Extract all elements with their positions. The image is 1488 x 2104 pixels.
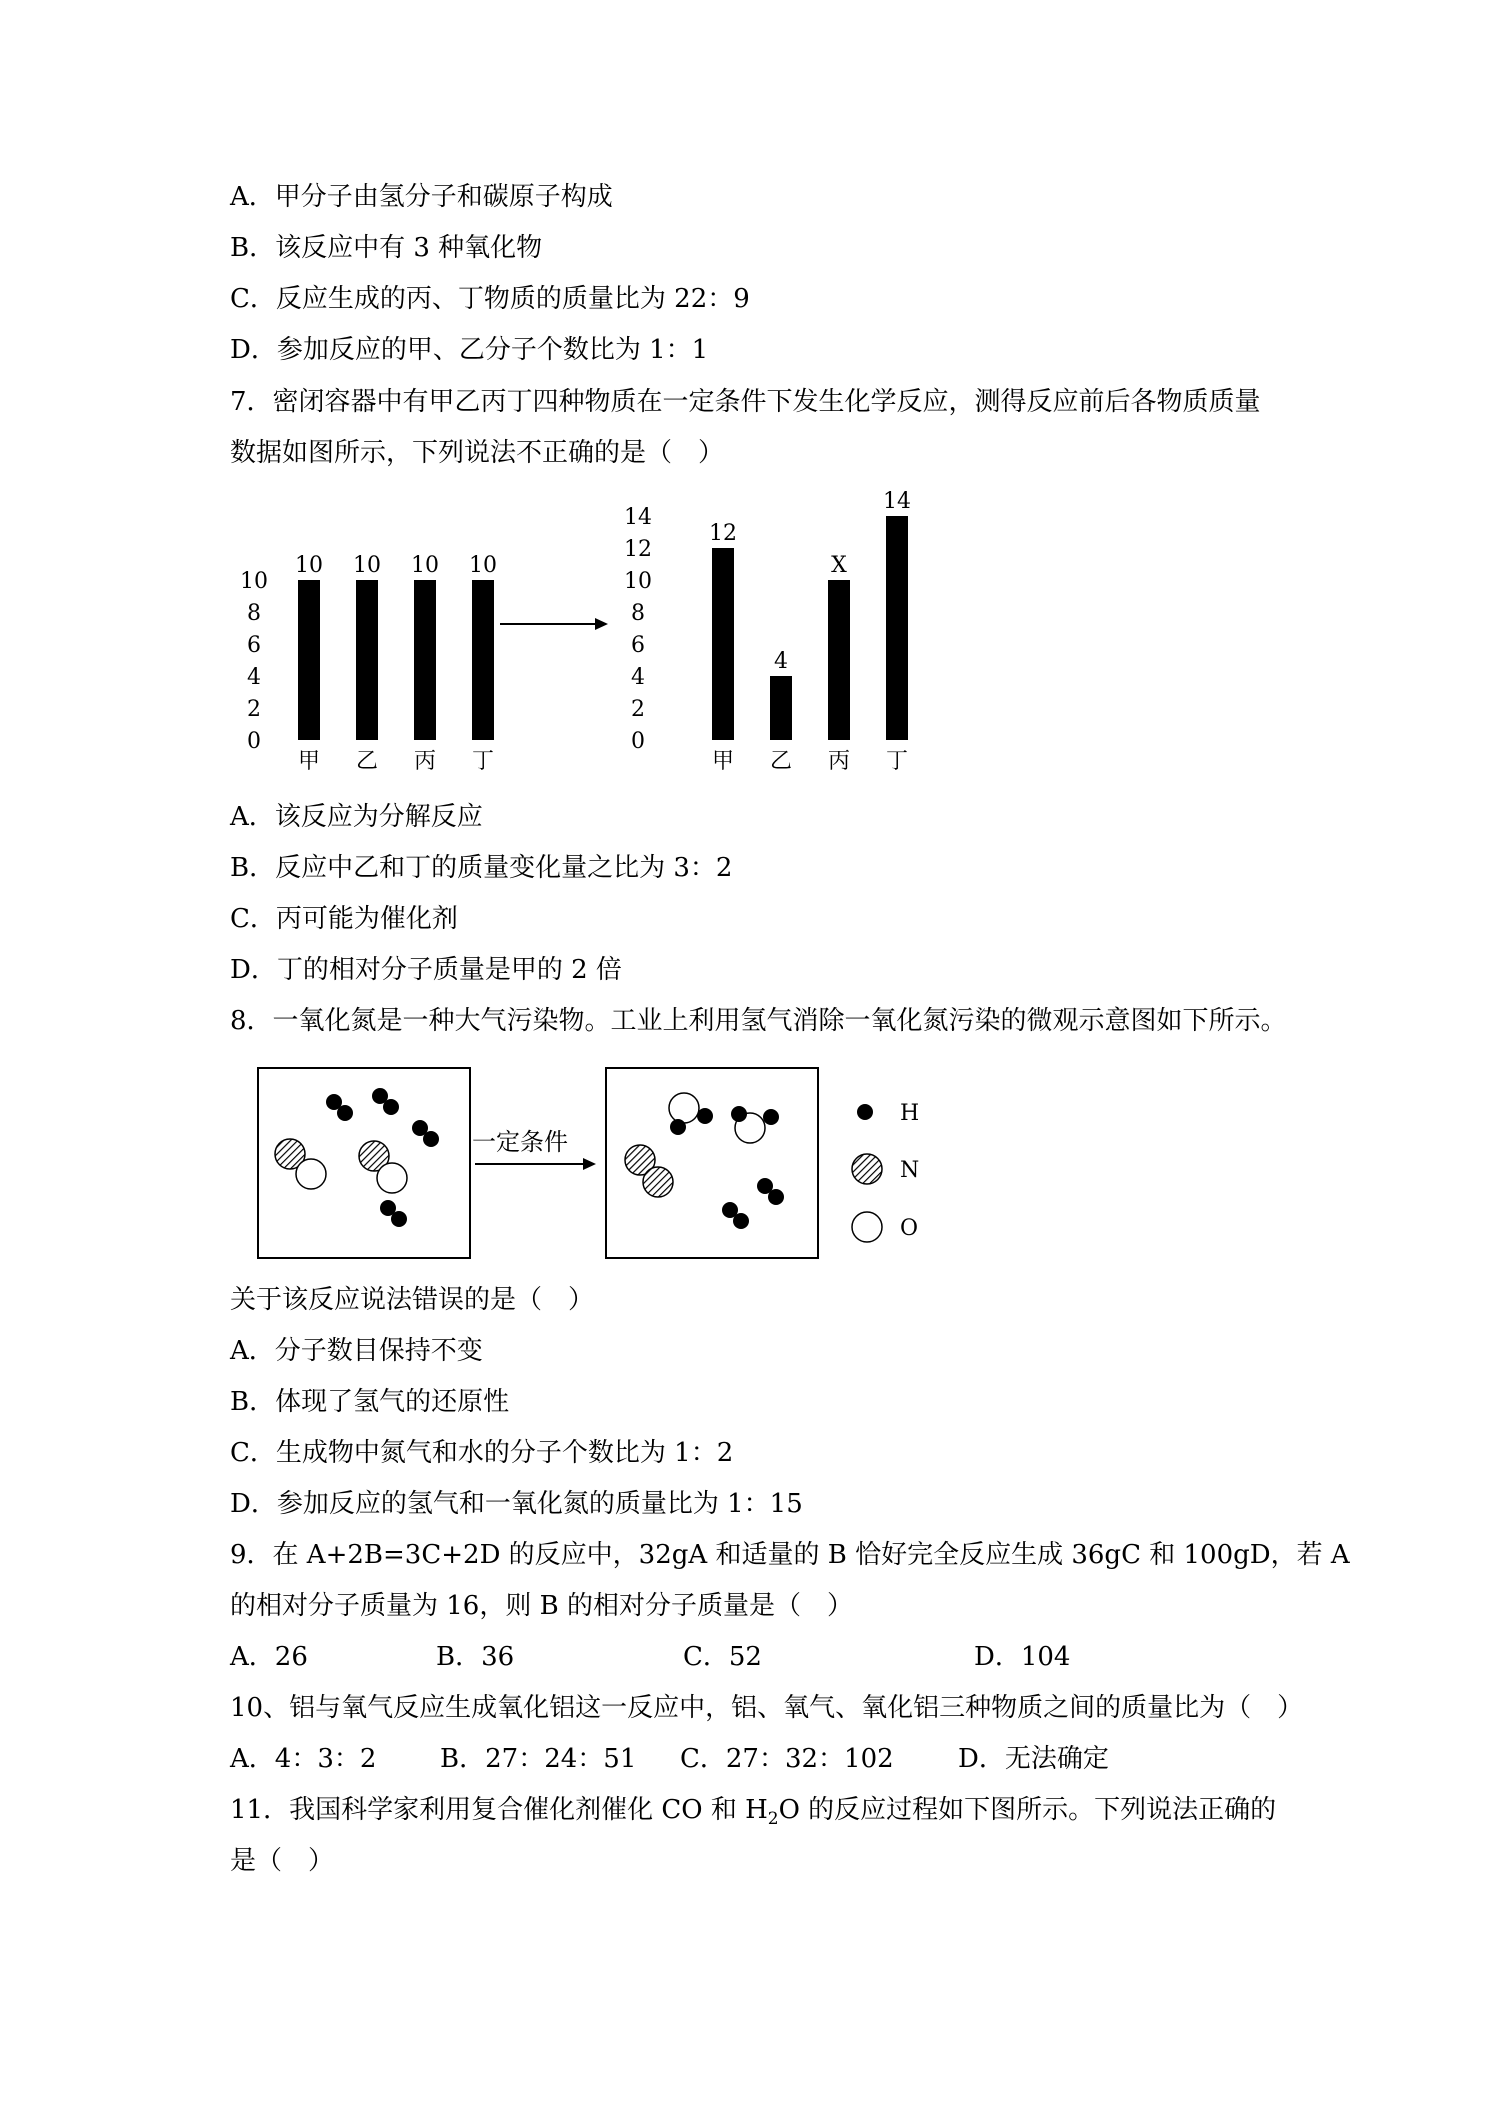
q11-stem-part1: 11．我国科学家利用复合催化剂催化 CO 和 H bbox=[230, 1795, 768, 1825]
h2-molecule bbox=[326, 1094, 353, 1121]
q8-option-b: B．体现了氢气的还原性 bbox=[230, 1387, 510, 1417]
q8-option-a: A．分子数目保持不变 bbox=[230, 1336, 483, 1366]
q10-stem: 10、铝与氧气反应生成氧化铝这一反应中，铝、氧气、氧化铝三种物质之间的质量比为（ ） bbox=[230, 1693, 1304, 1723]
after-value-label: X bbox=[831, 553, 847, 578]
legend-h-label: H bbox=[900, 1101, 920, 1126]
q6-option-b: B．该反应中有 3 种氧化物 bbox=[230, 233, 543, 263]
after-ytick-label: 12 bbox=[624, 537, 652, 562]
h2-molecule bbox=[722, 1202, 749, 1229]
q7-option-a: A．该反应为分解反应 bbox=[230, 802, 483, 832]
after-bar bbox=[886, 516, 908, 740]
before-category-label: 丁 bbox=[471, 749, 495, 774]
q8-option-d: D．参加反应的氢气和一氧化氮的质量比为 1：15 bbox=[230, 1489, 803, 1519]
after-value-label: 14 bbox=[883, 489, 911, 514]
mass-bar-charts bbox=[230, 488, 970, 778]
after-ytick-label: 10 bbox=[624, 569, 652, 594]
after-ytick-label: 4 bbox=[631, 665, 645, 690]
legend bbox=[852, 1101, 919, 1242]
h2o-molecule bbox=[669, 1093, 713, 1135]
q9-option-b: B．36 bbox=[436, 1642, 515, 1672]
after-bar bbox=[770, 676, 792, 740]
after-bar bbox=[712, 548, 734, 740]
h2-molecule bbox=[380, 1200, 407, 1227]
q7-option-d: D．丁的相对分子质量是甲的 2 倍 bbox=[230, 955, 622, 985]
q6-option-d: D．参加反应的甲、乙分子个数比为 1：1 bbox=[230, 335, 709, 365]
reaction-arrow bbox=[500, 618, 608, 630]
q9-option-a: A．26 bbox=[230, 1642, 308, 1672]
molecule-diagram bbox=[250, 1060, 970, 1280]
after-category-label: 甲 bbox=[711, 749, 735, 774]
after-category-label: 丙 bbox=[827, 749, 851, 774]
q8-option-c: C．生成物中氮气和水的分子个数比为 1：2 bbox=[230, 1438, 734, 1468]
q9-option-c: C．52 bbox=[683, 1642, 762, 1672]
q11-subscript: 2 bbox=[767, 1809, 779, 1830]
before-category-label: 丙 bbox=[413, 749, 437, 774]
q11-stem-part2: O 的反应过程如下图所示。下列说法正确的 bbox=[778, 1795, 1277, 1825]
q7-stem-line2: 数据如图所示，下列说法不正确的是（ ） bbox=[230, 438, 725, 468]
chart-after-reaction bbox=[624, 489, 911, 774]
q10-option-d: D．无法确定 bbox=[958, 1744, 1109, 1774]
h2-molecule bbox=[412, 1120, 439, 1147]
after-bar bbox=[828, 580, 850, 740]
q7-option-b: B．反应中乙和丁的质量变化量之比为 3：2 bbox=[230, 853, 733, 883]
q11-stem-line2: 是（ ） bbox=[230, 1846, 335, 1876]
q6-option-a: A．甲分子由氢分子和碳原子构成 bbox=[230, 182, 613, 212]
q9-stem-line1: 9．在 A+2B=3C+2D 的反应中，32gA 和适量的 B 恰好完全反应生成 36gC 和 100gD，若 A bbox=[230, 1540, 1350, 1570]
before-category-label: 乙 bbox=[355, 749, 379, 774]
before-ytick-label: 8 bbox=[247, 601, 261, 626]
condition-label: 一定条件 bbox=[472, 1128, 568, 1156]
no-molecule bbox=[359, 1141, 407, 1193]
chart-before-reaction bbox=[240, 553, 497, 774]
q8-question: 关于该反应说法错误的是（ ） bbox=[230, 1285, 595, 1315]
after-ytick-label: 14 bbox=[624, 505, 652, 530]
after-ytick-label: 0 bbox=[631, 729, 645, 754]
q9-stem-line2: 的相对分子质量为 16，则 B 的相对分子质量是（ ） bbox=[230, 1591, 853, 1621]
after-value-label: 4 bbox=[774, 649, 788, 674]
q10-option-b: B．27：24：51 bbox=[440, 1744, 637, 1774]
after-ytick-label: 8 bbox=[631, 601, 645, 626]
before-ytick-label: 4 bbox=[247, 665, 261, 690]
q7-option-c: C．丙可能为催化剂 bbox=[230, 904, 458, 934]
before-bar bbox=[356, 580, 378, 740]
after-category-label: 乙 bbox=[769, 749, 793, 774]
q8-stem: 8．一氧化氮是一种大气污染物。工业上利用氢气消除一氧化氮污染的微观示意图如下所示。 bbox=[230, 1006, 1287, 1036]
before-value-label: 10 bbox=[353, 553, 381, 578]
before-value-label: 10 bbox=[469, 553, 497, 578]
before-ytick-label: 2 bbox=[247, 697, 261, 722]
before-ytick-label: 10 bbox=[240, 569, 268, 594]
q11-stem-line1 bbox=[230, 1793, 1276, 1836]
after-category-label: 丁 bbox=[885, 749, 909, 774]
q9-option-d: D．104 bbox=[974, 1642, 1071, 1672]
before-bar bbox=[414, 580, 436, 740]
q7-stem-line1: 7．密闭容器中有甲乙丙丁四种物质在一定条件下发生化学反应，测得反应前后各物质质量 bbox=[230, 387, 1261, 417]
before-bar bbox=[298, 580, 320, 740]
h2-molecule bbox=[372, 1088, 399, 1115]
q10-option-a: A．4：3：2 bbox=[230, 1744, 377, 1774]
before-ytick-label: 0 bbox=[247, 729, 261, 754]
legend-n-label: N bbox=[900, 1158, 920, 1183]
after-value-label: 12 bbox=[709, 521, 737, 546]
q10-option-c: C．27：32：102 bbox=[680, 1744, 894, 1774]
before-bar bbox=[472, 580, 494, 740]
q6-option-c: C．反应生成的丙、丁物质的质量比为 22：9 bbox=[230, 284, 750, 314]
after-ytick-label: 2 bbox=[631, 697, 645, 722]
after-ytick-label: 6 bbox=[631, 633, 645, 658]
before-ytick-label: 6 bbox=[247, 633, 261, 658]
before-value-label: 10 bbox=[295, 553, 323, 578]
legend-o-label: O bbox=[900, 1216, 919, 1241]
n2-molecule bbox=[625, 1145, 673, 1197]
before-category-label: 甲 bbox=[297, 749, 321, 774]
no-molecule bbox=[275, 1139, 326, 1189]
h2o-molecule bbox=[731, 1106, 779, 1143]
h2-molecule bbox=[757, 1178, 784, 1205]
before-value-label: 10 bbox=[411, 553, 439, 578]
